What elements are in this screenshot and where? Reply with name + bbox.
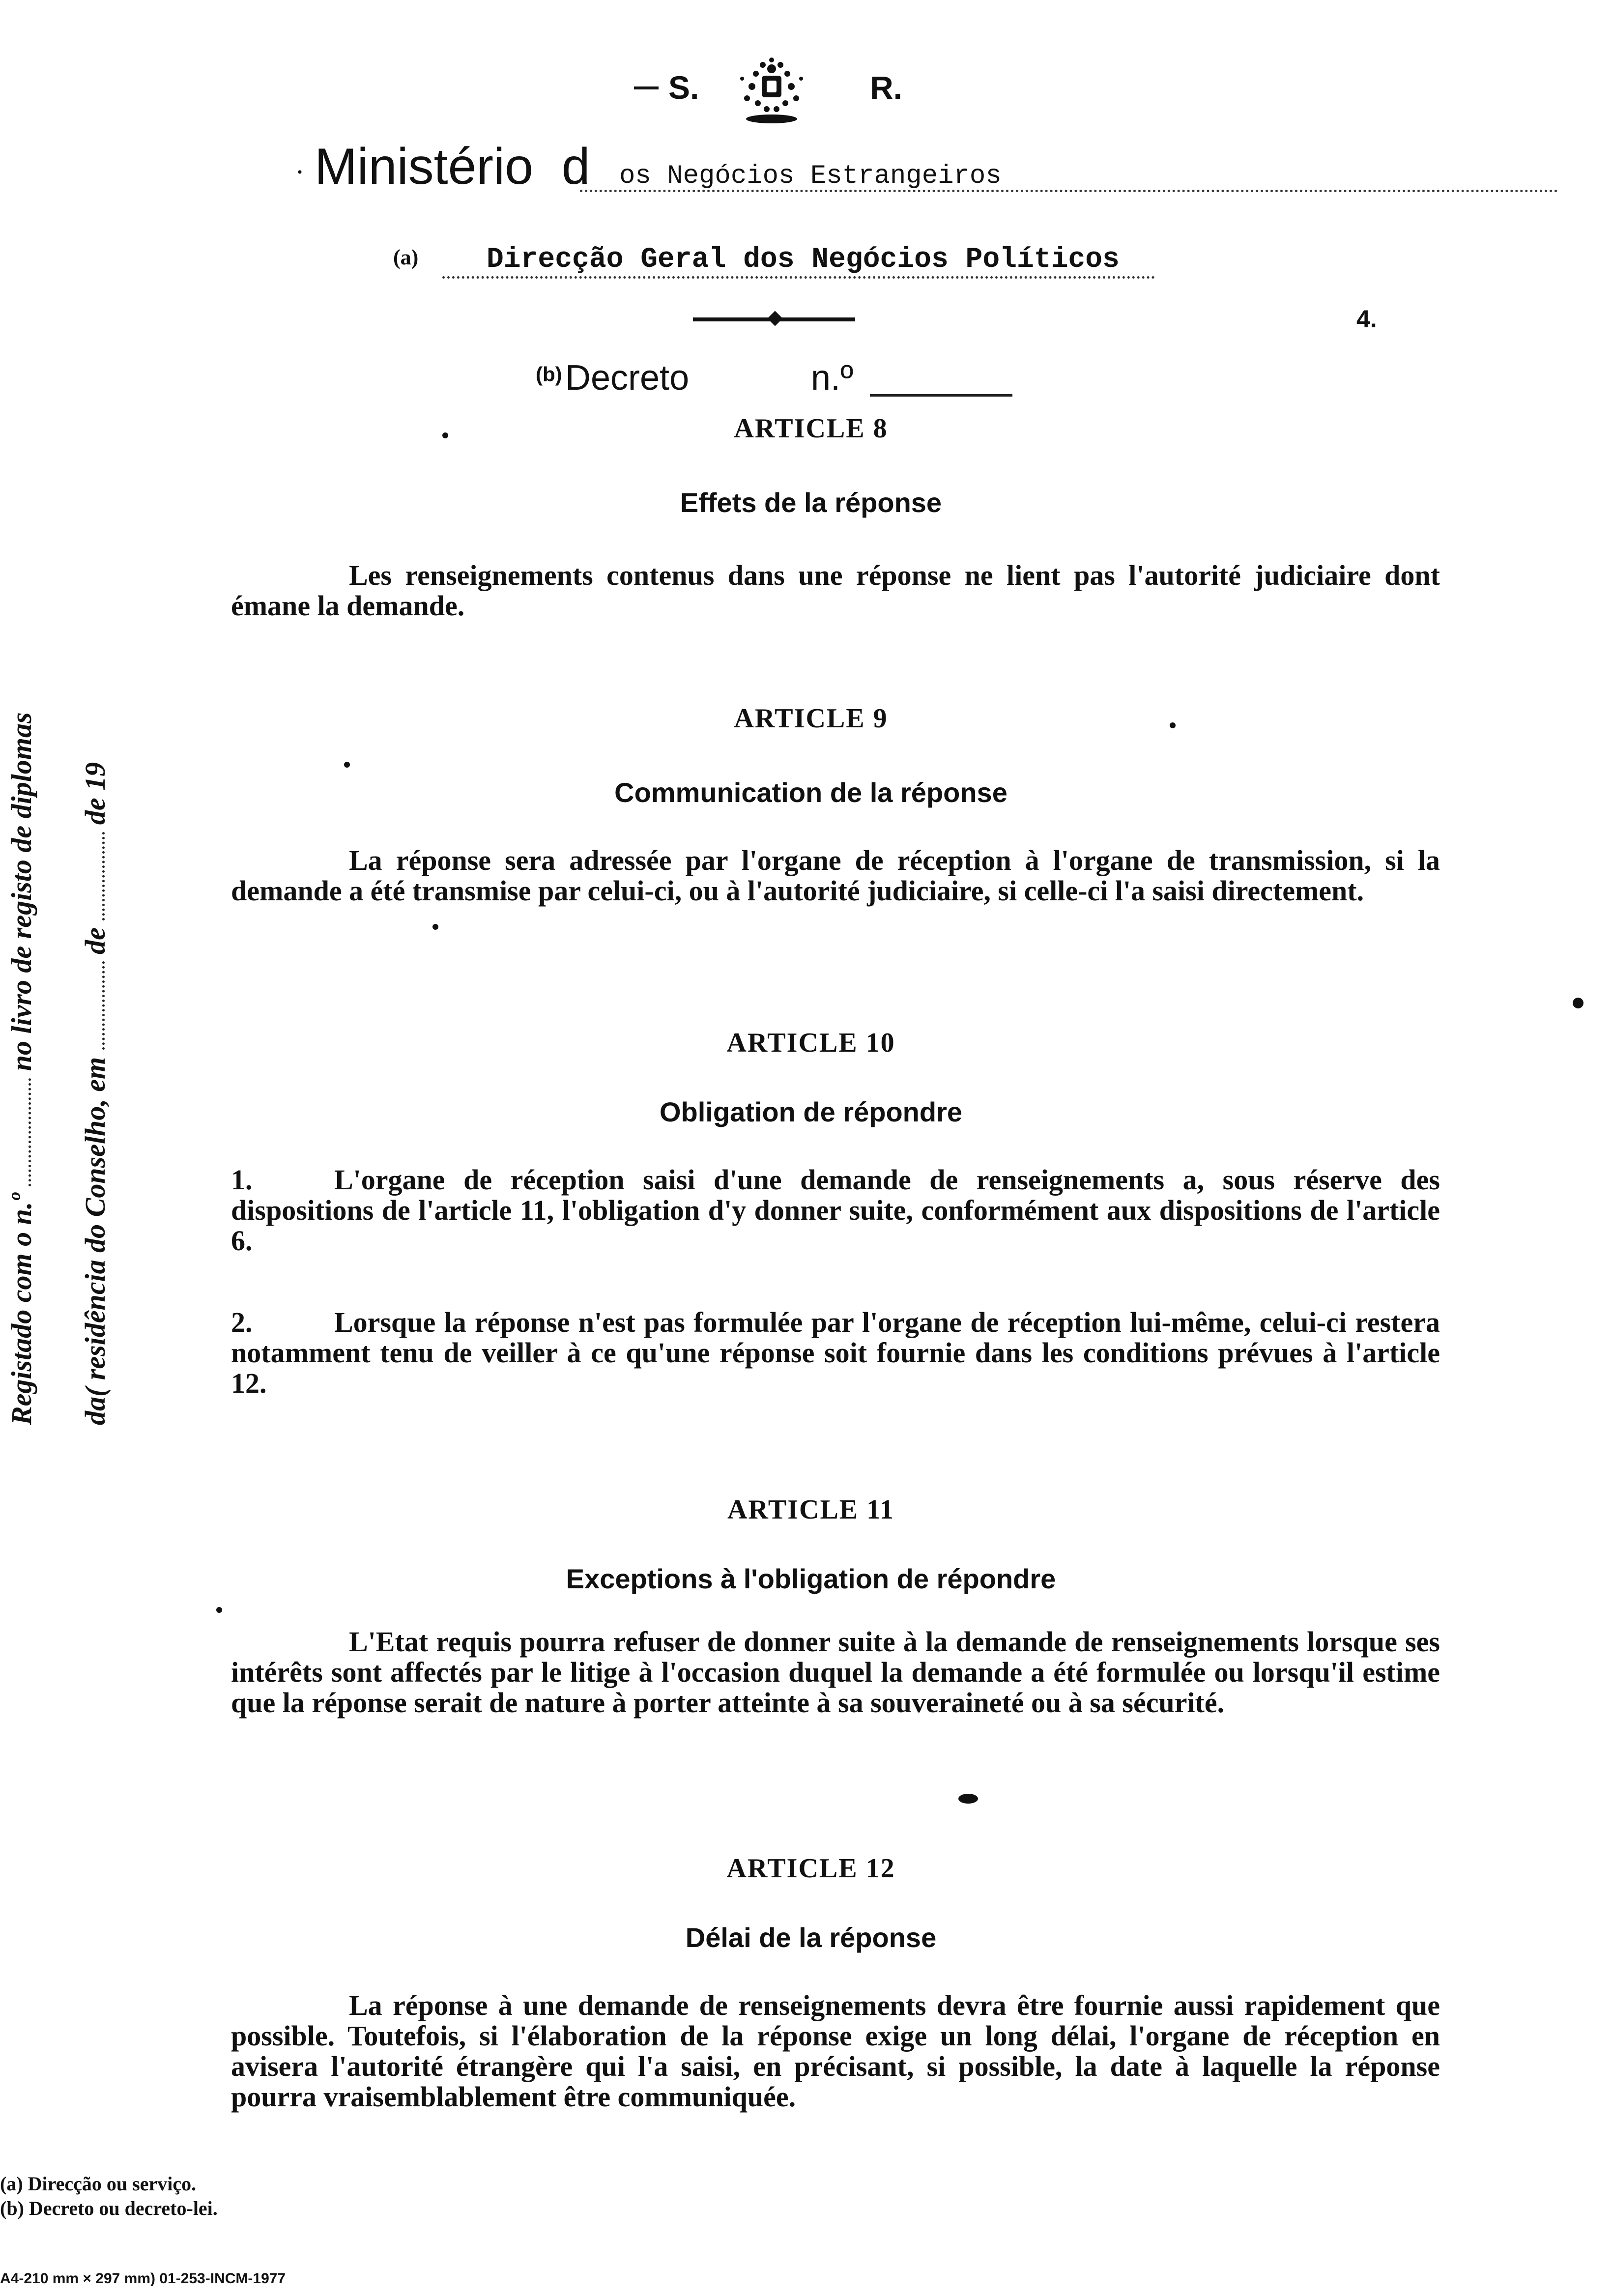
- article-12-title: ARTICLE 12: [726, 1853, 895, 1884]
- direction-fill-text: Direcção Geral dos Negócios Políticos: [487, 244, 1120, 276]
- scan-speck: [432, 924, 438, 930]
- article-10-paragraph-1: 1. L'organe de réception saisi d'une demande de renseignements a, sous réserve des dispositions de l'article 11, l'obligation d'y donner suite, conformément aux dispositions de l'article 6.: [231, 1164, 1440, 1257]
- decree-number-line: [870, 394, 1012, 397]
- margin-line-2: da( residência do Conselho, em de de 19: [79, 762, 111, 1425]
- decree-marker: (b): [536, 363, 562, 386]
- scan-speck: [1170, 722, 1176, 728]
- ministry-fill-text: os Negócios Estrangeiros: [619, 161, 1002, 191]
- scan-speck: [344, 762, 350, 768]
- header-dash: [634, 86, 659, 89]
- page-number: 4.: [1356, 305, 1377, 333]
- margin-line-1: Registado com o n.º no livro de registo de diplomas: [5, 712, 37, 1425]
- article-10-subtitle: Obligation de répondre: [659, 1096, 963, 1127]
- decree-word: Decreto: [565, 358, 690, 398]
- direction-fill-line: [442, 276, 1155, 279]
- footnote-b: (b) Decreto ou decreto-lei.: [0, 2197, 218, 2219]
- ministry-title: Ministério d: [315, 138, 590, 195]
- article-9-title: ARTICLE 9: [734, 703, 888, 734]
- ministry-line: [295, 138, 1278, 211]
- divider-diamond: [767, 311, 782, 326]
- header-sr: [614, 54, 958, 128]
- direction-marker: (a): [393, 245, 419, 269]
- header-letter-r: R.: [870, 69, 902, 106]
- footnote-a: (a) Direcção ou serviço.: [0, 2173, 197, 2195]
- scan-speck: [442, 432, 448, 438]
- direction-line: [393, 236, 1180, 285]
- ministry-tick: ·: [295, 156, 305, 188]
- article-9-subtitle: Communication de la réponse: [614, 777, 1008, 808]
- article-8-paragraph: Les renseignements contenus dans une réponse ne lient pas l'autorité judiciaire dont émane la demande.: [231, 559, 1440, 622]
- form-code: A4-210 mm × 297 mm) 01-253-INCM-1977: [0, 2270, 286, 2287]
- article-10-title: ARTICLE 10: [726, 1028, 895, 1058]
- article-11-subtitle: Exceptions à l'obligation de répondre: [566, 1563, 1056, 1594]
- header-letter-s: S.: [668, 69, 699, 106]
- article-8-subtitle: Effets de la réponse: [680, 487, 942, 518]
- margin-registration: [5, 541, 152, 1425]
- decree-line: [536, 354, 1027, 408]
- scan-speck: [1573, 998, 1583, 1008]
- article-12-paragraph: La réponse à une demande de renseignements devra être fournie aussi rapidement que possible. Toutefois, si l'élaboration de la réponse exige un long délai, l'organe de réception en avisera l'autorité étrangère qui l'a saisi, en précisant, si possible, la date à laquelle la réponse pourra vraisemblablement être communiquée.: [231, 1989, 1440, 2113]
- article-12-subtitle: Délai de la réponse: [685, 1922, 937, 1953]
- article-9-paragraph: La réponse sera adressée par l'organe de réception à l'organe de transmission, si la demande a été transmise par celui-ci, ou à l'autorité judiciaire, si celle-ci l'a saisi directement.: [231, 844, 1440, 907]
- article-11-title: ARTICLE 11: [727, 1494, 895, 1525]
- scan-speck: [958, 1794, 978, 1804]
- coat-of-arms-icon: [718, 54, 826, 128]
- article-8-title: ARTICLE 8: [734, 413, 888, 444]
- decree-number-label: n.º: [811, 358, 854, 398]
- scan-speck: [216, 1607, 222, 1613]
- article-11-paragraph: L'Etat requis pourra refuser de donner suite à la demande de renseignements lorsque ses intérêts sont affectés par le litige à l'occasion duquel la demande a été formulée ou lorsqu'il estime que la réponse serait de nature à porter atteinte à sa souveraineté ou à sa sécurité.: [231, 1626, 1440, 1719]
- article-10-paragraph-2: 2. Lorsque la réponse n'est pas formulée par l'organe de réception lui-même, celui-ci restera notamment tenu de veiller à ce qu'une réponse soit fournie dans les conditions prévues à l'article 12.: [231, 1306, 1440, 1399]
